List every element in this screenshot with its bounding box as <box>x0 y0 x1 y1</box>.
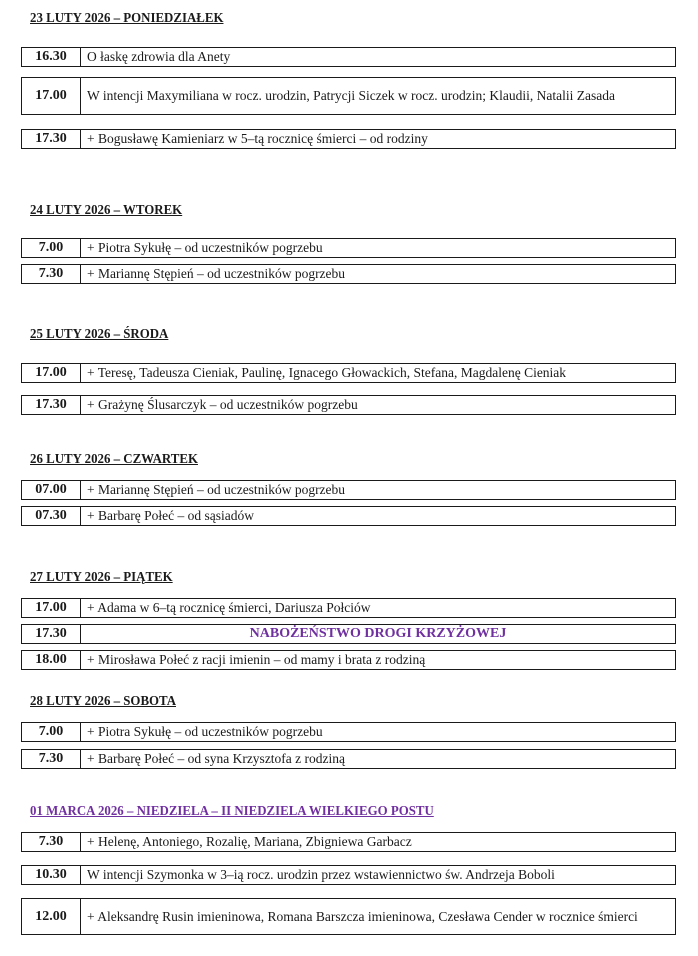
day-heading-wed: 25 LUTY 2026 – ŚRODA <box>30 327 169 342</box>
mass-intention: + Aleksandrę Rusin imieninowa, Romana Barszcza imieninowa, Czesława Cender w rocznice śmierci <box>87 908 638 924</box>
mass-intention: + Barbarę Połeć – od sąsiadów <box>87 508 254 523</box>
mass-time: 17.30 <box>22 625 81 643</box>
mass-intention: + Helenę, Antoniego, Rozalię, Mariana, Zbigniewa Garbacz <box>87 834 412 849</box>
mass-time: 17.00 <box>22 599 81 617</box>
mass-intention: + Adama w 6–tą rocznicę śmierci, Dariusza Połciów <box>87 600 371 615</box>
mass-time: 16.30 <box>22 48 81 66</box>
mass-row <box>21 650 676 670</box>
mass-time: 10.30 <box>22 866 81 884</box>
mass-row <box>21 238 676 258</box>
day-heading-sat: 28 LUTY 2026 – SOBOTA <box>30 694 177 709</box>
mass-row <box>21 363 676 383</box>
mass-intention: O łaskę zdrowia dla Anety <box>87 49 231 64</box>
mass-intention: + Grażynę Ślusarczyk – od uczestników pogrzebu <box>87 397 358 412</box>
mass-row <box>21 722 676 742</box>
mass-row <box>21 129 676 149</box>
mass-row <box>21 395 676 415</box>
mass-time: 07.00 <box>22 481 81 499</box>
mass-time: 07.30 <box>22 507 81 525</box>
mass-time: 7.00 <box>22 239 81 257</box>
mass-row <box>21 598 676 618</box>
mass-row <box>21 264 676 284</box>
mass-time: 18.00 <box>22 651 81 669</box>
mass-intention: + Piotra Sykułę – od uczestników pogrzebu <box>87 724 323 739</box>
stations-of-cross-label: NABOŻEŃSTWO DROGI KRZYŻOWEJ <box>249 626 507 641</box>
mass-intention: + Teresę, Tadeusza Cieniak, Paulinę, Ignacego Głowackich, Stefana, Magdalenę Cieniak <box>87 365 567 380</box>
day-heading-sun: 01 MARCA 2026 – NIEDZIELA – II NIEDZIELA WIELKIEGO POSTU <box>30 804 434 819</box>
mass-intention: + Piotra Sykułę – od uczestników pogrzebu <box>87 240 323 255</box>
mass-time: 7.00 <box>22 723 81 741</box>
mass-row <box>21 47 676 67</box>
mass-row <box>21 832 676 852</box>
mass-row <box>21 480 676 500</box>
mass-time: 17.30 <box>22 396 81 414</box>
mass-time: 17.00 <box>22 364 81 382</box>
mass-intention: + Mirosława Połeć z racji imienin – od mamy i brata z rodziną <box>87 652 426 667</box>
mass-time: 7.30 <box>22 265 81 283</box>
day-heading-fri: 27 LUTY 2026 – PIĄTEK <box>30 570 173 585</box>
mass-intention: + Bogusławę Kamieniarz w 5–tą rocznicę śmierci – od rodziny <box>87 131 428 146</box>
mass-intention: + Barbarę Połeć – od syna Krzysztofa z rodziną <box>87 751 346 766</box>
day-heading-tue: 24 LUTY 2026 – WTOREK <box>30 203 183 218</box>
mass-time: 12.00 <box>22 899 81 934</box>
mass-intention: W intencji Maxymiliana w rocz. urodzin, Patrycji Siczek w rocz. urodzin; Klaudii, Natalii Zasada <box>87 88 615 103</box>
mass-time: 7.30 <box>22 833 81 851</box>
mass-row <box>21 506 676 526</box>
mass-time: 17.00 <box>22 78 81 114</box>
mass-intention: W intencji Szymonka w 3–ią rocz. urodzin przez wstawiennictwo św. Andrzeja Boboli <box>87 867 555 882</box>
mass-row <box>21 749 676 769</box>
mass-time: 7.30 <box>22 750 81 768</box>
mass-intention: + Mariannę Stępień – od uczestników pogrzebu <box>87 266 346 281</box>
mass-row-stations-of-cross <box>21 624 676 644</box>
day-heading-thu: 26 LUTY 2026 – CZWARTEK <box>30 452 198 467</box>
mass-time: 17.30 <box>22 130 81 148</box>
mass-row <box>21 77 676 115</box>
mass-row <box>21 898 676 935</box>
mass-row <box>21 865 676 885</box>
mass-intention: + Mariannę Stępień – od uczestników pogrzebu <box>87 482 346 497</box>
day-heading-mon: 23 LUTY 2026 – PONIEDZIAŁEK <box>30 11 224 26</box>
